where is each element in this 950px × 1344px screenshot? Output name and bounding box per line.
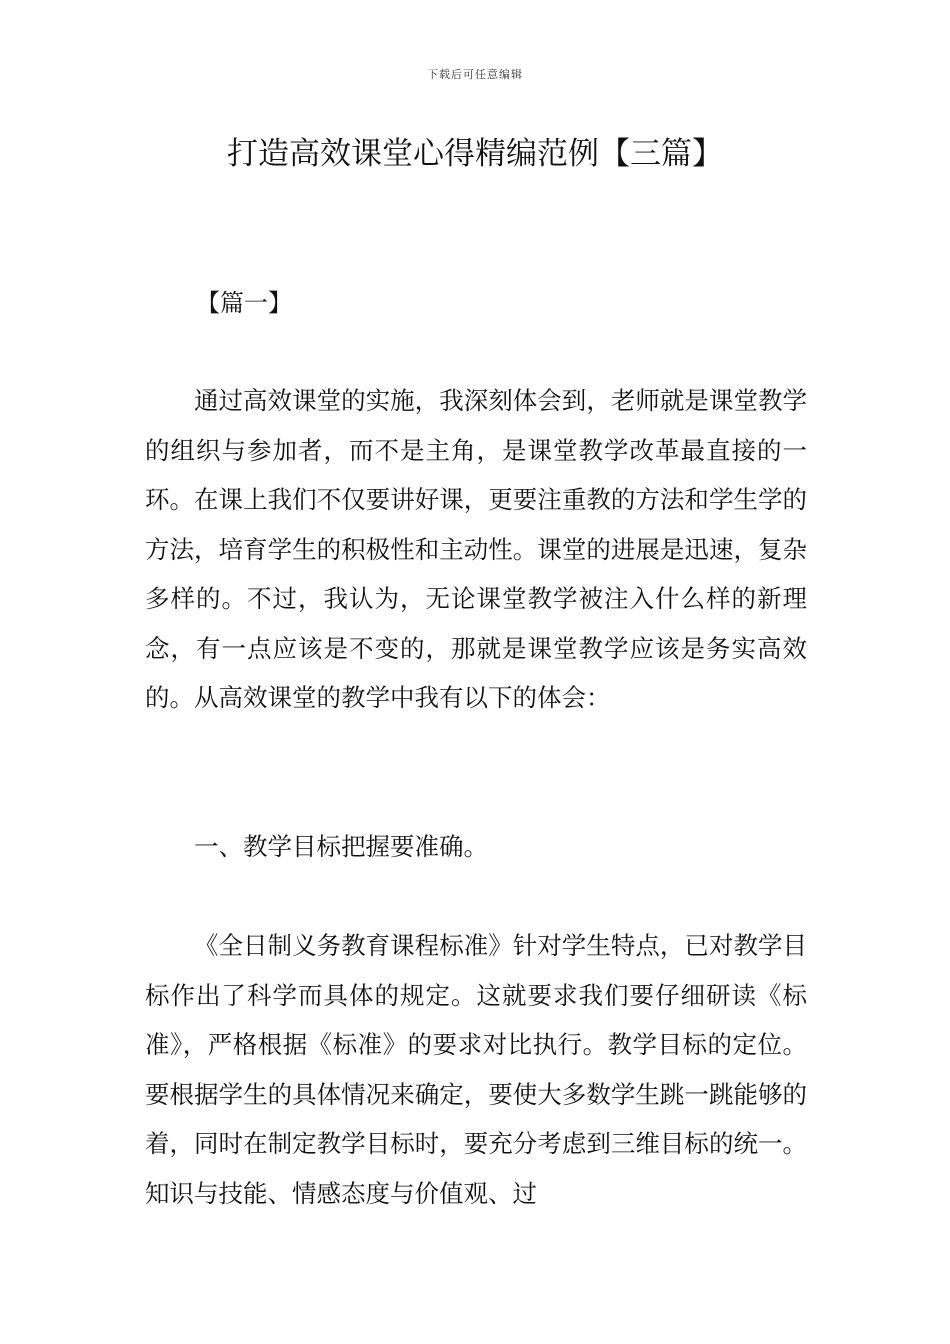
document-title: 打造高效课堂心得精编范例【三篇】: [227, 136, 723, 172]
subsection-heading: 一、教学目标把握要准确。: [194, 832, 488, 861]
section-label: 【篇一】: [196, 289, 292, 317]
body-paragraph: 通过高效课堂的实施，我深刻体会到，老师就是课堂教学的组织与参加者，而不是主角，是课堂教学改革最直接的一环。在课上我们不仅要讲好课，更要注重教的方法和学生学的方法，培育学生的积极性和主动性。课堂的进展是迅速，复杂多样的。不过，我认为，无论课堂教学被注入什么样的新理念，有一点应该是不变的，那就是课堂教学应该是务实高效的。从高效课堂的教学中我有以下的体会：: [145, 386, 807, 712]
page-header-note: 下载后可任意编辑: [427, 68, 523, 81]
body-paragraph: 《全日制义务教育课程标准》针对学生特点，已对教学目标作出了科学而具体的规定。这就要求我们要仔细研读《标准》，严格根据《标准》的要求对比执行。教学目标的定位。要根据学生的具体情况来确定，要使大多数学生跳一跳能够的着，同时在制定教学目标时，要充分考虑到三维目标的统一。知识与技能、情感态度与价值观、过: [145, 931, 807, 1208]
